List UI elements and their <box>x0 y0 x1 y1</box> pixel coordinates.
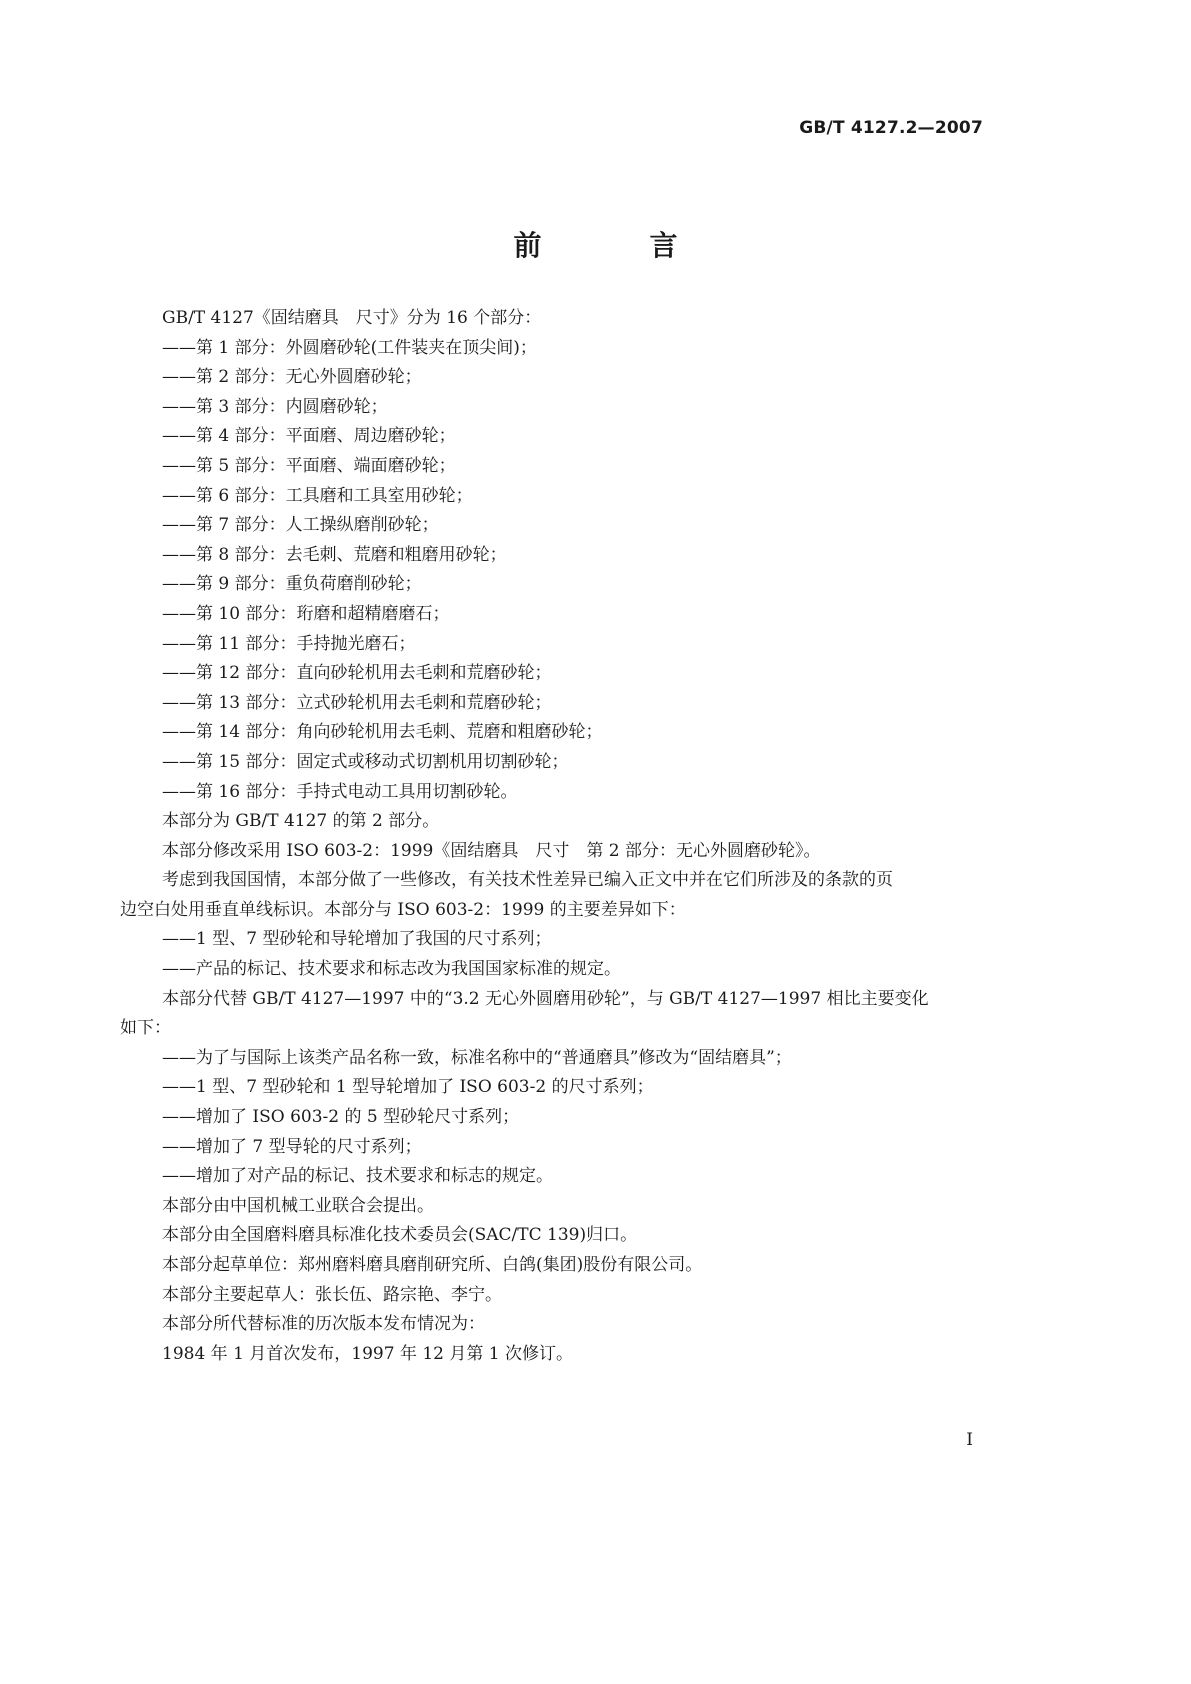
list-item: ——第 1 部分：外圆磨砂轮(工件装夹在顶尖间)； <box>162 337 537 358</box>
page-title: 前 言 <box>513 229 718 262</box>
paragraph: 本部分起草单位：郑州磨料磨具磨削研究所、白鸽(集团)股份有限公司。 <box>162 1255 703 1275</box>
list-item: ——增加了 ISO 603-2 的 5 型砂轮尺寸系列； <box>162 1107 520 1128</box>
page-number: I <box>966 1430 973 1450</box>
list-item: ——第 9 部分：重负荷磨削砂轮； <box>162 574 422 595</box>
paragraph: GB/T 4127《固结磨具 尺寸》分为 16 个部分： <box>162 308 542 328</box>
paragraph: 本部分修改采用 ISO 603-2：1999《固结磨具 尺寸 第 2 部分：无心外圆磨砂轮》。 <box>162 840 821 861</box>
paragraph: 本部分所代替标准的历次版本发布情况为： <box>162 1314 485 1335</box>
list-item: ——第 11 部分：手持抛光磨石； <box>162 633 416 654</box>
paragraph: 本部分由中国机械工业联合会提出。 <box>162 1195 434 1216</box>
list-item: ——第 10 部分：珩磨和超精磨磨石； <box>162 603 450 624</box>
paragraph-line: 边空白处用垂直单线标识。本部分与 ISO 603-2：1999 的主要差异如下： <box>120 899 686 920</box>
list-item: ——第 3 部分：内圆磨砂轮； <box>162 396 388 417</box>
paragraph-line: 考虑到我国国情，本部分做了一些修改，有关技术性差异已编入正文中并在它们所涉及的条款的页 <box>162 870 893 891</box>
list-item: ——增加了对产品的标记、技术要求和标志的规定。 <box>162 1166 553 1187</box>
list-item: ——第 12 部分：直向砂轮机用去毛刺和荒磨砂轮； <box>162 663 552 684</box>
paragraph: 1984 年 1 月首次发布，1997 年 12 月第 1 次修订。 <box>162 1343 574 1364</box>
list-item: ——第 6 部分：工具磨和工具室用砂轮； <box>162 485 473 506</box>
paragraph-line: 如下： <box>120 1018 171 1039</box>
paragraph: 本部分由全国磨料磨具标准化技术委员会(SAC/TC 139)归口。 <box>162 1225 638 1246</box>
list-item: ——第 7 部分：人工操纵磨削砂轮； <box>162 515 439 536</box>
list-item: ——增加了 7 型导轮的尺寸系列； <box>162 1136 422 1157</box>
list-item: ——第 14 部分：角向砂轮机用去毛刺、荒磨和粗磨砂轮； <box>162 722 603 743</box>
paragraph: 本部分为 GB/T 4127 的第 2 部分。 <box>162 811 440 832</box>
list-item: ——1 型、7 型砂轮和 1 型导轮增加了 ISO 603-2 的尺寸系列； <box>162 1077 654 1098</box>
list-item: ——第 13 部分：立式砂轮机用去毛刺和荒磨砂轮； <box>162 692 552 713</box>
list-item: ——为了与国际上该类产品名称一致，标准名称中的“普通磨具”修改为“固结磨具”； <box>162 1047 792 1068</box>
list-item: ——1 型、7 型砂轮和导轮增加了我国的尺寸系列； <box>162 929 552 950</box>
paragraph: 本部分主要起草人：张长伍、路宗艳、李宁。 <box>162 1284 502 1305</box>
document-body <box>120 304 1054 1369</box>
list-item: ——第 5 部分：平面磨、端面磨砂轮； <box>162 455 456 476</box>
list-item: ——产品的标记、技术要求和标志改为我国国家标准的规定。 <box>162 959 621 980</box>
list-item: ——第 8 部分：去毛刺、荒磨和粗磨用砂轮； <box>162 544 507 565</box>
list-item: ——第 15 部分：固定式或移动式切割机用切割砂轮； <box>162 751 569 772</box>
list-item: ——第 4 部分：平面磨、周边磨砂轮； <box>162 426 456 447</box>
document-code: GB/T 4127.2—2007 <box>799 118 983 138</box>
list-item: ——第 2 部分：无心外圆磨砂轮； <box>162 367 422 388</box>
paragraph-line: 本部分代替 GB/T 4127—1997 中的“3.2 无心外圆磨用砂轮”，与 GB/T 4127—1997 相比主要变化 <box>162 988 929 1009</box>
list-item: ——第 16 部分：手持式电动工具用切割砂轮。 <box>162 781 518 802</box>
